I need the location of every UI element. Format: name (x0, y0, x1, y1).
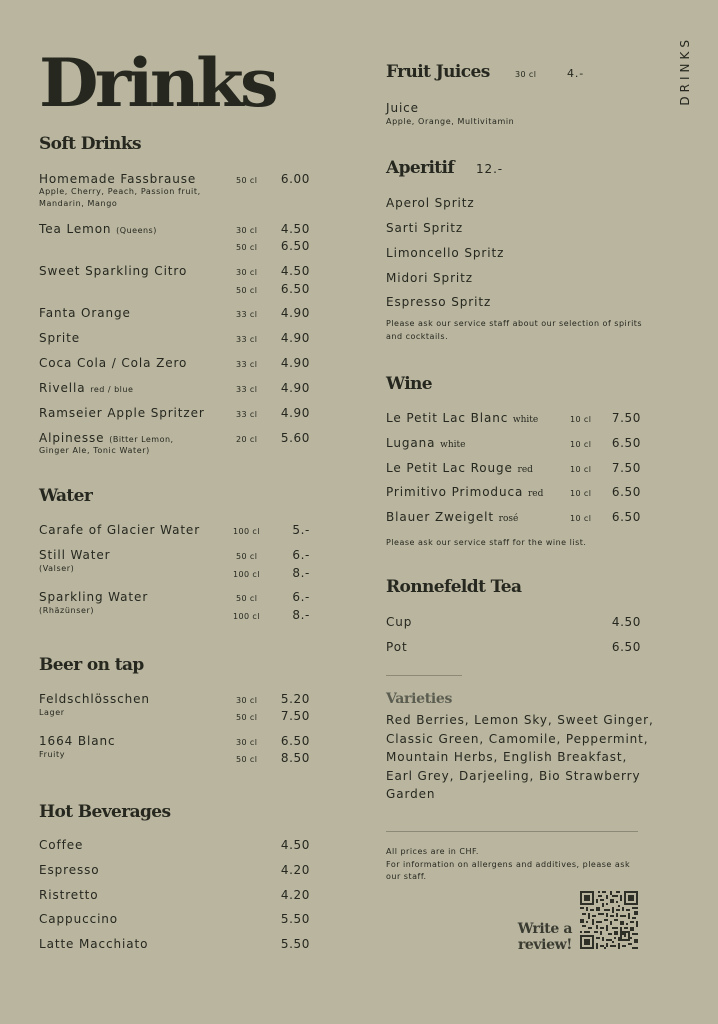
menu-item-price: 6.50 (611, 485, 641, 499)
footer-line: our staff. (386, 872, 427, 881)
menu-item-name: Ristretto (39, 888, 99, 902)
varieties-line: Red Berries, Lemon Sky, Sweet Ginger, (386, 713, 654, 727)
menu-item-name (386, 510, 518, 524)
wine-name: Blauer Zweigelt (386, 510, 494, 524)
menu-item-price: 6.50 (280, 282, 310, 296)
menu-item-volume: 10 cl (570, 514, 592, 523)
menu-item-name: Midori Spritz (386, 271, 473, 285)
menu-item-price: 5.20 (280, 692, 310, 706)
tea-heading: Ronnefeldt Tea (386, 577, 522, 597)
menu-item-name: Sarti Spritz (386, 221, 464, 235)
wine-color: red (527, 489, 544, 499)
fruit-juices-volume: 30 cl (515, 70, 537, 79)
wine-name: Lugana (386, 436, 436, 450)
menu-item-desc: Lager (39, 708, 65, 717)
menu-item-volume: 50 cl (236, 755, 258, 764)
menu-item-note: (Queens) (116, 226, 157, 235)
menu-item-volume: 33 cl (236, 335, 258, 344)
menu-item-price: 6.50 (611, 640, 641, 654)
menu-item-desc: Fruity (39, 750, 66, 759)
wine-heading: Wine (386, 374, 433, 394)
menu-item-price: 4.90 (280, 381, 310, 395)
menu-item-name: Limoncello Spritz (386, 246, 505, 260)
varieties-line: Mountain Herbs, English Breakfast, (386, 750, 628, 765)
menu-item-price: 4.90 (280, 331, 310, 345)
menu-item-name (39, 381, 133, 395)
fruit-juices-heading: Fruit Juices (386, 62, 490, 82)
soft-drinks-heading: Soft Drinks (39, 134, 141, 154)
aperitif-heading: Aperitif (386, 158, 455, 178)
menu-item-price: 6.50 (611, 510, 641, 524)
menu-item-desc: (Valser) (39, 564, 75, 573)
menu-item-volume: 10 cl (570, 489, 592, 498)
varieties-line: Classic Green, Camomile, Peppermint, (386, 731, 649, 746)
menu-item-volume: 50 cl (236, 286, 258, 295)
footer-note (386, 846, 636, 884)
menu-item-name: Pot (386, 640, 408, 654)
menu-item-price: 6.- (292, 548, 310, 562)
menu-item-price: 4.50 (280, 838, 310, 852)
footer-divider (386, 831, 638, 832)
aperitif-price: 12.- (476, 162, 504, 176)
menu-item-price: 7.50 (611, 461, 641, 475)
menu-item-note: (Bitter Lemon, (109, 435, 174, 444)
menu-item-price: 4.50 (280, 264, 310, 278)
varieties-line: Garden (386, 787, 436, 802)
menu-item-price: 4.50 (280, 222, 310, 236)
menu-item-volume: 33 cl (236, 385, 258, 394)
wine-color: white (440, 440, 466, 450)
menu-item-price: 7.50 (280, 709, 310, 723)
menu-item-note: red / blue (90, 385, 134, 394)
menu-item-name: Homemade Fassbrause (39, 172, 197, 186)
menu-item-price: 4.20 (280, 863, 310, 877)
menu-item-price: 6.50 (280, 239, 310, 253)
wine-name: Primitivo Primoduca (386, 485, 524, 499)
menu-item-name (386, 461, 533, 475)
menu-item-volume: 50 cl (236, 552, 258, 561)
aperitif-note: Please ask our service staff about our selection of spirits and cocktails. (386, 319, 643, 341)
beer-heading: Beer on tap (39, 655, 144, 675)
footer-line: For information on allergens and additives, please ask (386, 859, 631, 869)
menu-item-volume: 100 cl (233, 612, 260, 621)
menu-item-name: Cup (386, 615, 413, 629)
menu-item-name: Sweet Sparkling Citro (39, 264, 188, 278)
divider (386, 675, 462, 676)
menu-item-price: 6.00 (280, 172, 310, 186)
menu-item-price: 4.90 (280, 356, 310, 370)
menu-item-volume: 33 cl (236, 410, 258, 419)
menu-item-volume: 100 cl (233, 527, 260, 536)
menu-item-desc: Apple, Orange, Multivitamin (386, 117, 515, 126)
menu-item-price: 4.90 (280, 306, 310, 320)
menu-item-desc: (Rhäzünser) (39, 606, 95, 615)
menu-item-name: Sparkling Water (39, 590, 149, 604)
menu-item-name: Coca Cola / Cola Zero (39, 356, 188, 370)
menu-item-name: Juice (386, 101, 419, 115)
review-line: review! (517, 937, 572, 953)
menu-item-name: Aperol Spritz (386, 196, 475, 210)
review-qr-code[interactable] (580, 891, 638, 949)
varieties-heading: Varieties (386, 691, 453, 707)
menu-item-price: 4.20 (280, 888, 310, 902)
wine-color: red (517, 465, 533, 475)
menu-item-volume: 10 cl (570, 415, 592, 424)
menu-item-name: Sprite (39, 331, 80, 345)
side-tab-label: DRINKS (678, 36, 692, 106)
menu-item-name (386, 411, 538, 425)
menu-item-name: Carafe of Glacier Water (39, 523, 201, 537)
varieties-line: Earl Grey, Darjeeling, Bio Strawberry (386, 768, 641, 783)
wine-note: Please ask our service staff for the wine list. (386, 538, 587, 547)
menu-item-volume: 30 cl (236, 226, 258, 235)
menu-item-volume: 50 cl (236, 594, 258, 603)
menu-item-name-text: Alpinesse (39, 431, 105, 445)
menu-item-name: 1664 Blanc (39, 734, 116, 748)
hot-beverages-heading: Hot Beverages (39, 802, 171, 822)
menu-item-volume: 30 cl (236, 696, 258, 705)
menu-item-volume: 33 cl (236, 310, 258, 319)
menu-item-name: Coffee (39, 838, 84, 852)
menu-item-name: Fanta Orange (39, 306, 131, 320)
menu-item-volume: 33 cl (236, 360, 258, 369)
menu-item-price: 8.- (292, 566, 310, 580)
wine-name: Le Petit Lac Blanc (386, 411, 509, 425)
menu-item-desc: Apple, Cherry, Peach, Passion fruit, Mandarin, Mango (39, 187, 201, 208)
menu-item-volume: 10 cl (570, 465, 592, 474)
menu-item-name: Latte Macchiato (39, 937, 149, 951)
menu-item-volume: 50 cl (236, 243, 258, 252)
menu-item-price: 6.- (292, 590, 310, 604)
menu-item-name: Espresso Spritz (386, 295, 492, 309)
menu-item-price: 6.50 (611, 436, 641, 450)
review-prompt[interactable] (494, 921, 572, 953)
menu-item-price: 5.60 (280, 431, 310, 445)
varieties-list (386, 711, 656, 804)
menu-item-name-text: Rivella (39, 381, 86, 395)
menu-item-price: 7.50 (611, 411, 641, 425)
footer-line: All prices are in CHF. (386, 847, 479, 856)
menu-item-price: 8.- (292, 608, 310, 622)
menu-item-name (386, 436, 465, 450)
fruit-juices-price: 4.- (567, 67, 585, 80)
page-title: Drinks (39, 44, 276, 122)
menu-item-name (386, 485, 543, 499)
menu-item-name: Ramseier Apple Spritzer (39, 406, 205, 420)
menu-item-name: Feldschlösschen (39, 692, 150, 706)
menu-item-name: Still Water (39, 548, 111, 562)
menu-item-name: Cappuccino (39, 912, 119, 926)
menu-item-price: 6.50 (280, 734, 310, 748)
menu-item-volume: 50 cl (236, 713, 258, 722)
menu-item-price: 4.50 (611, 615, 641, 629)
menu-item-price: 5.- (292, 523, 310, 537)
menu-item-name: Espresso (39, 863, 100, 877)
wine-color: white (512, 415, 539, 425)
menu-item-volume: 20 cl (236, 435, 258, 444)
menu-item-volume: 30 cl (236, 268, 258, 277)
menu-item-name-text: Tea Lemon (39, 222, 112, 236)
menu-item-name (39, 431, 174, 445)
menu-item-price: 4.90 (280, 406, 310, 420)
wine-color: rosé (498, 514, 519, 524)
menu-item-price: 5.50 (280, 912, 310, 926)
review-line: Write a (517, 921, 572, 937)
menu-item-desc: Ginger Ale, Tonic Water) (39, 446, 150, 455)
water-heading: Water (39, 486, 93, 506)
wine-name: Le Petit Lac Rouge (386, 461, 513, 475)
menu-item-name (39, 222, 157, 236)
menu-item-volume: 30 cl (236, 738, 258, 747)
menu-item-volume: 100 cl (233, 570, 260, 579)
menu-item-price: 8.50 (280, 751, 310, 765)
menu-item-volume: 10 cl (570, 440, 592, 449)
menu-item-volume: 50 cl (236, 176, 258, 185)
menu-item-price: 5.50 (280, 937, 310, 951)
